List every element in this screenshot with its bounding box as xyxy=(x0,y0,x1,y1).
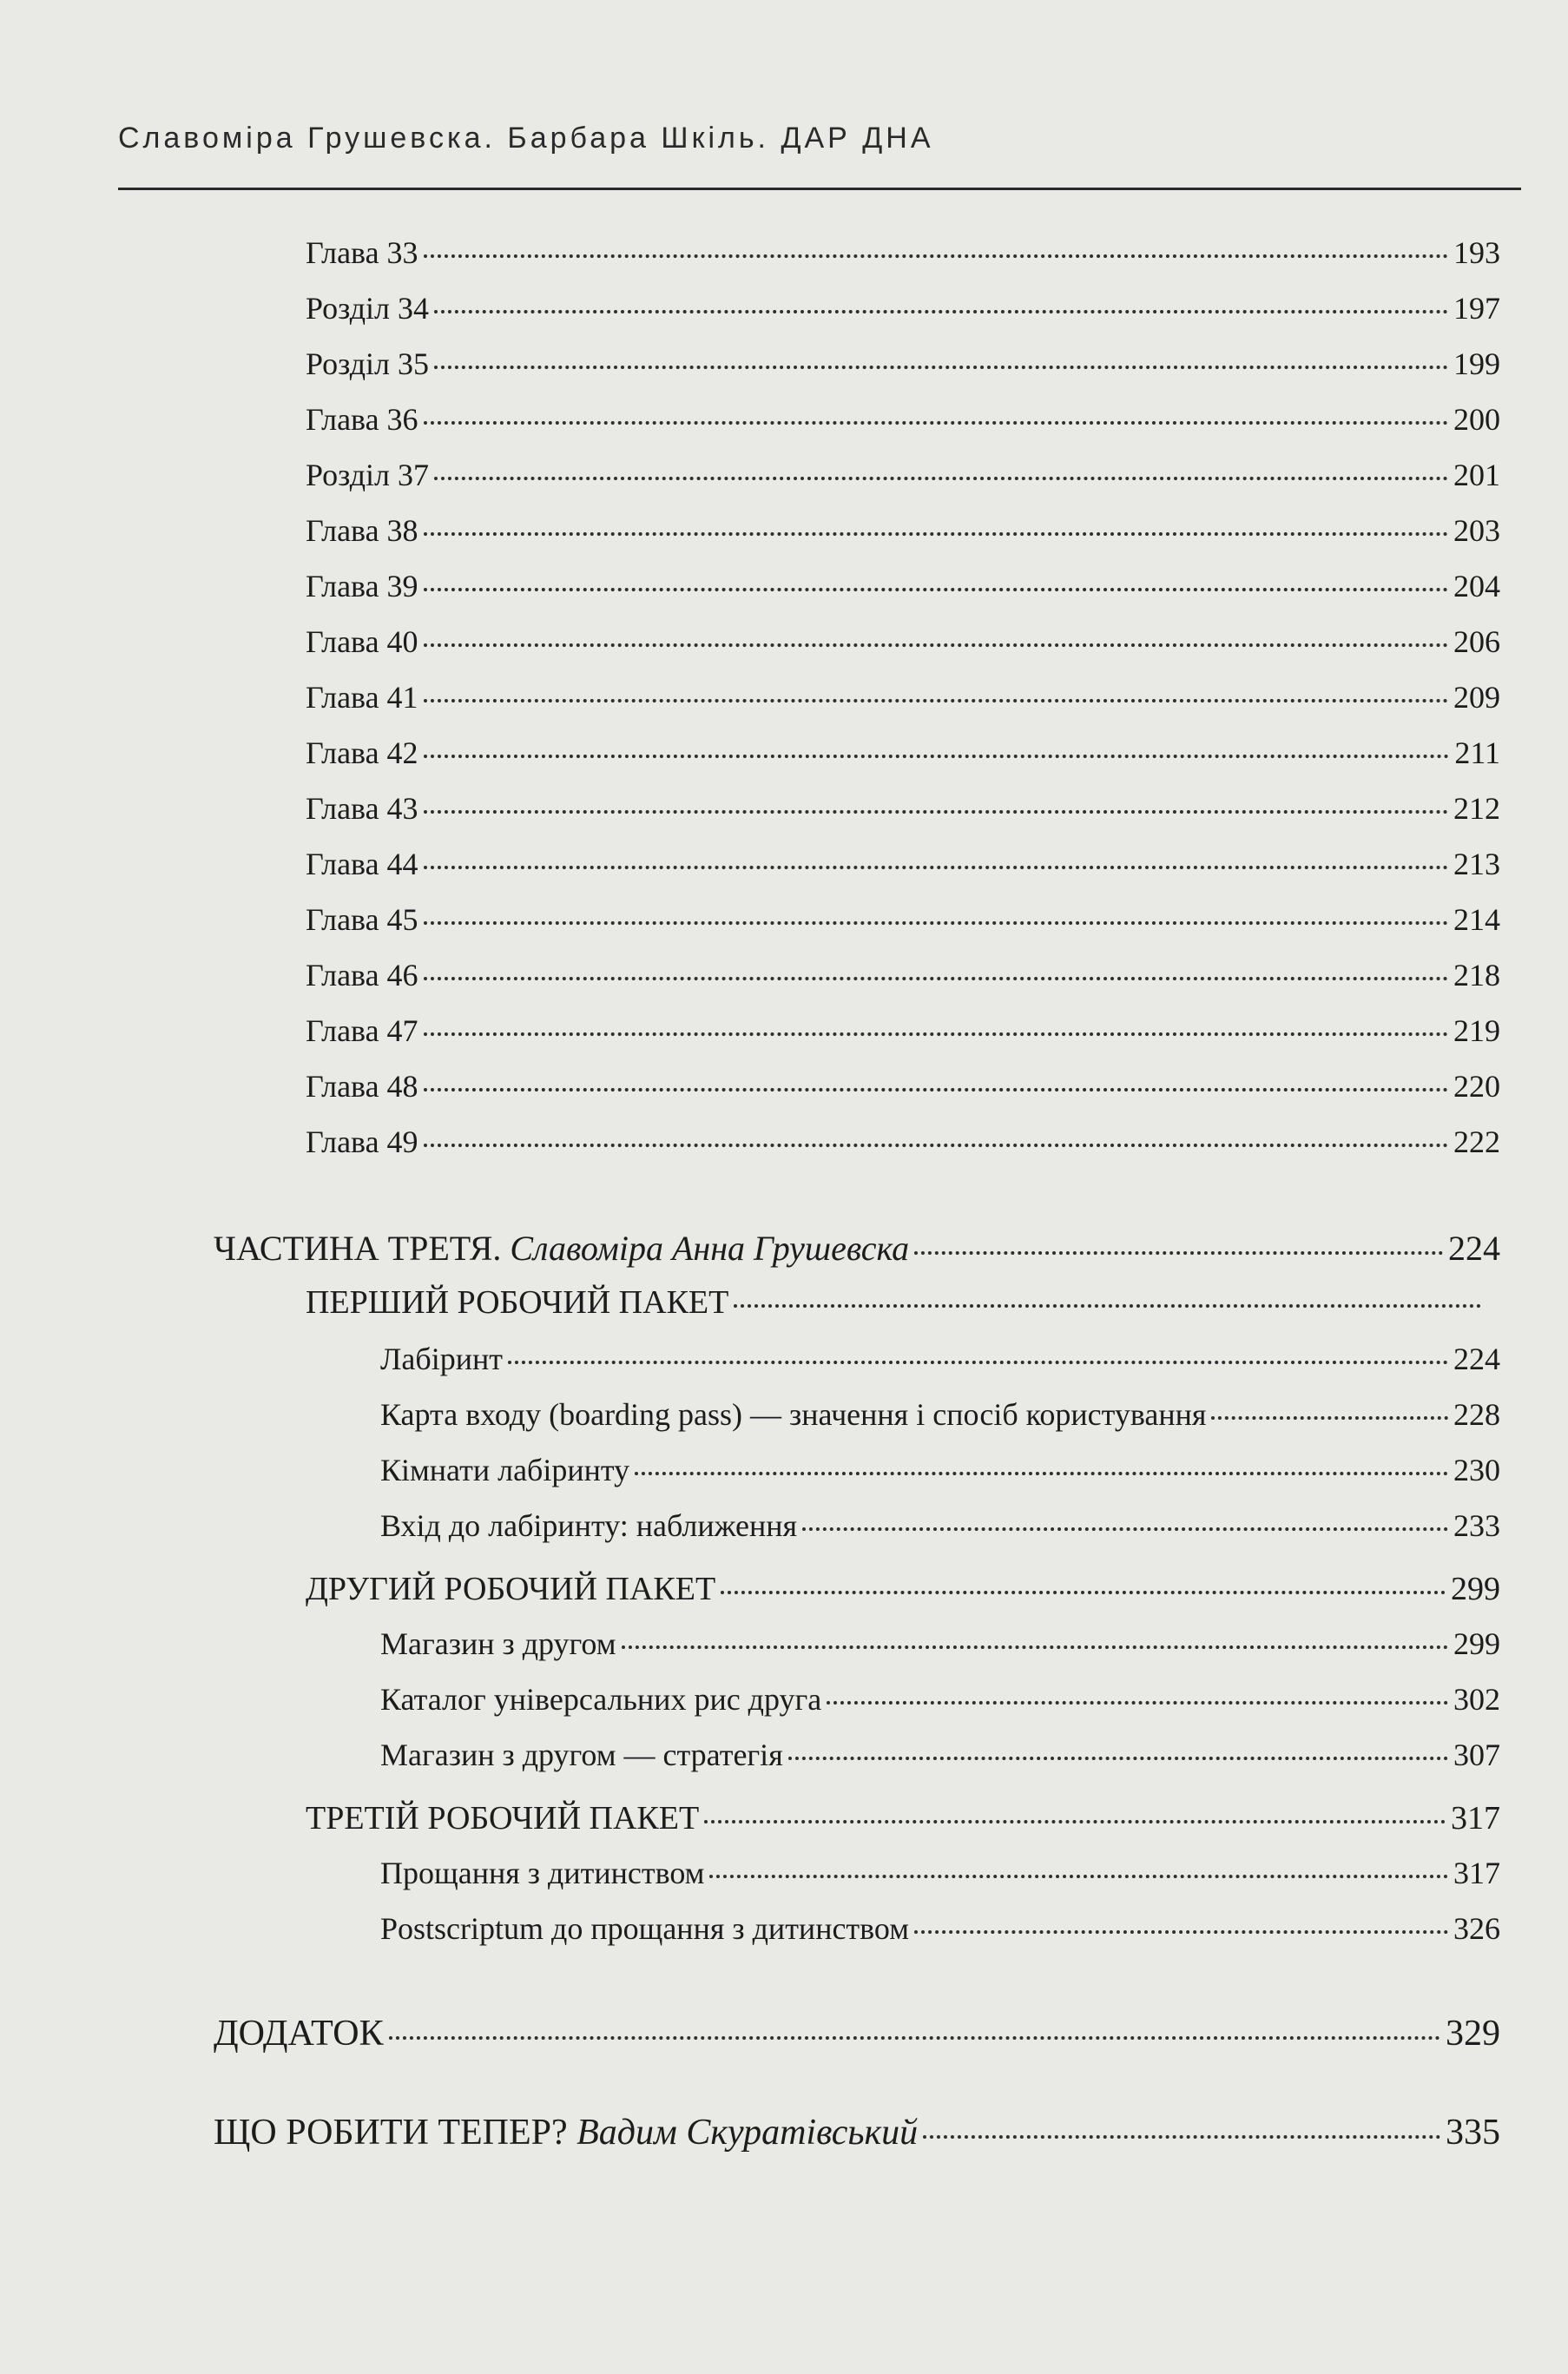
toc-entry-page: 197 xyxy=(1453,291,1500,326)
toc-entry-title: Глава 49 xyxy=(306,1124,418,1159)
toc-entry[interactable] xyxy=(306,234,1500,271)
dot-leader xyxy=(635,1471,1448,1475)
toc-entry-title: ДОДАТОК xyxy=(214,2014,384,2054)
dot-leader xyxy=(434,309,1448,313)
toc-entry-page: 206 xyxy=(1453,624,1500,659)
dot-leader xyxy=(734,1303,1481,1308)
toc-entry[interactable] xyxy=(306,735,1500,771)
toc-entry[interactable] xyxy=(306,512,1500,549)
dot-leader xyxy=(709,1874,1448,1878)
toc-entry-page: 218 xyxy=(1453,958,1500,992)
toc-pack-2[interactable] xyxy=(306,1570,1500,1608)
toc-entry-page: 307 xyxy=(1453,1738,1500,1772)
toc-sub-entry[interactable] xyxy=(380,1507,1500,1544)
dot-leader xyxy=(424,698,1448,702)
part-author: Славоміра Анна Грушевска xyxy=(510,1229,910,1268)
toc-entry-title: Глава 42 xyxy=(306,735,418,770)
dot-leader xyxy=(424,1087,1448,1091)
dot-leader xyxy=(424,587,1448,591)
toc-entry-page: 213 xyxy=(1453,847,1500,881)
dot-leader xyxy=(914,1929,1448,1934)
toc-sub-entry[interactable] xyxy=(380,1626,1500,1662)
toc-entry[interactable] xyxy=(306,1068,1500,1105)
dot-leader xyxy=(424,754,1450,758)
toc-part-title xyxy=(214,1228,909,1269)
toc-entry-page: 329 xyxy=(1446,2014,1500,2054)
toc-entry-title: Глава 41 xyxy=(306,680,418,715)
toc-pack-1[interactable] xyxy=(306,1283,1486,1322)
toc-entry-page: 219 xyxy=(1453,1013,1500,1048)
header-rule xyxy=(118,188,1521,190)
toc-entry-title: Вхід до лабіринту: наближення xyxy=(380,1508,798,1543)
toc-entry-page: 200 xyxy=(1453,402,1500,437)
toc-what-now[interactable] xyxy=(214,2112,1500,2153)
toc-entry[interactable] xyxy=(306,901,1500,938)
toc-entry[interactable] xyxy=(306,623,1500,660)
dot-leader xyxy=(424,1143,1448,1147)
toc-entry-title xyxy=(214,2112,918,2153)
what-now-label: ЩО РОБИТИ ТЕПЕР? xyxy=(214,2113,568,2153)
toc-entry-page: 228 xyxy=(1453,1397,1500,1432)
toc-entry-page: 199 xyxy=(1453,346,1500,381)
toc-entry[interactable] xyxy=(306,957,1500,993)
toc-entry[interactable] xyxy=(306,290,1500,326)
toc-entry[interactable] xyxy=(306,401,1500,438)
part-label: ЧАСТИНА ТРЕТЯ. xyxy=(214,1229,502,1268)
toc-appendix[interactable] xyxy=(214,2013,1500,2054)
toc-entry-title: Карта входу (boarding pass) — значення і спосіб користування xyxy=(380,1397,1207,1432)
dot-leader xyxy=(424,809,1448,814)
toc-entry-page: 224 xyxy=(1448,1229,1500,1268)
dot-leader xyxy=(508,1360,1448,1364)
toc-entry-title: Глава 39 xyxy=(306,569,418,603)
toc-entry-page: 224 xyxy=(1453,1342,1500,1376)
toc-entry-page: 222 xyxy=(1453,1124,1500,1159)
dot-leader xyxy=(923,2134,1440,2139)
dot-leader xyxy=(424,920,1448,925)
dot-leader xyxy=(424,976,1448,980)
toc-entry-title: Прощання з дитинством xyxy=(380,1856,705,1890)
toc-entry-title: Глава 40 xyxy=(306,624,418,659)
dot-leader xyxy=(424,1032,1448,1036)
toc-pack-title: ДРУГИЙ РОБОЧИЙ ПАКЕТ xyxy=(306,1571,716,1607)
toc-entry-page: 211 xyxy=(1454,735,1500,770)
toc-entry-page: 299 xyxy=(1453,1626,1500,1661)
what-now-author: Вадим Скуратівський xyxy=(576,2113,919,2153)
toc-entry-title: Глава 47 xyxy=(306,1013,418,1048)
dot-leader xyxy=(788,1756,1448,1760)
toc-entry[interactable] xyxy=(306,790,1500,827)
toc-entry-title: Глава 48 xyxy=(306,1069,418,1104)
dot-leader xyxy=(424,643,1448,647)
running-header: Славоміра Грушевска. Барбара Шкіль. ДАР ДНА xyxy=(118,122,934,155)
toc-entry-page: 317 xyxy=(1453,1856,1500,1890)
toc-entry-title: Розділ 37 xyxy=(306,458,429,492)
toc-part-three[interactable] xyxy=(214,1228,1500,1269)
toc-entry-page: 203 xyxy=(1453,513,1500,548)
toc-entry-title: Магазин з другом — стратегія xyxy=(380,1738,783,1772)
toc-entry-title: Глава 36 xyxy=(306,402,418,437)
toc-entry-title: Postscriptum до прощання з дитинством xyxy=(380,1911,910,1946)
toc-entry-page: 302 xyxy=(1453,1682,1500,1717)
toc-entry-title: Глава 43 xyxy=(306,791,418,826)
toc-entry-page: 326 xyxy=(1453,1911,1500,1946)
toc-sub-entry[interactable] xyxy=(380,1681,1500,1718)
toc-entry-title: Лабіринт xyxy=(380,1342,503,1376)
dot-leader xyxy=(914,1250,1443,1255)
toc-entry-title: Розділ 34 xyxy=(306,291,429,326)
toc-sub-entry[interactable] xyxy=(380,1737,1500,1773)
dot-leader xyxy=(434,476,1448,480)
toc-entry[interactable] xyxy=(306,568,1500,604)
toc-entry-page: 193 xyxy=(1453,235,1500,270)
toc-entry-title: Глава 33 xyxy=(306,235,418,270)
dot-leader xyxy=(389,2035,1440,2040)
toc-entry-title: Глава 45 xyxy=(306,902,418,937)
toc-sub-entry[interactable] xyxy=(380,1452,1500,1488)
dot-leader xyxy=(622,1645,1448,1649)
toc-entry[interactable] xyxy=(306,846,1500,882)
toc-entry[interactable] xyxy=(306,679,1500,715)
toc-entry-page: 230 xyxy=(1453,1453,1500,1487)
toc-entry-title: Магазин з другом xyxy=(380,1626,616,1661)
dot-leader xyxy=(424,865,1448,869)
toc-entry-page: 214 xyxy=(1453,902,1500,937)
toc-entry-page: 335 xyxy=(1446,2113,1500,2153)
toc-entry-page: 299 xyxy=(1451,1571,1500,1607)
toc-entry[interactable] xyxy=(306,346,1500,382)
toc-entry[interactable] xyxy=(306,457,1500,493)
dot-leader xyxy=(434,365,1448,369)
toc-entry-title: Глава 38 xyxy=(306,513,418,548)
toc-pack-3[interactable] xyxy=(306,1799,1500,1837)
toc-entry-page: 209 xyxy=(1453,680,1500,715)
dot-leader xyxy=(802,1527,1448,1531)
toc-entry-title: Глава 46 xyxy=(306,958,418,992)
toc-entry-page: 212 xyxy=(1453,791,1500,826)
toc-entry-title: Кімнати лабіринту xyxy=(380,1453,630,1487)
toc-sub-entry[interactable] xyxy=(380,1341,1500,1377)
toc-entry-page: 220 xyxy=(1453,1069,1500,1104)
dot-leader xyxy=(704,1819,1446,1823)
dot-leader xyxy=(1211,1415,1448,1420)
toc-entry-title: Глава 44 xyxy=(306,847,418,881)
toc-entry[interactable] xyxy=(306,1012,1500,1049)
dot-leader xyxy=(827,1700,1448,1705)
toc-sub-entry[interactable] xyxy=(380,1855,1500,1891)
toc-entry-page: 201 xyxy=(1453,458,1500,492)
toc-entry-page: 317 xyxy=(1451,1800,1500,1837)
dot-leader xyxy=(424,531,1448,536)
dot-leader xyxy=(721,1590,1446,1594)
dot-leader xyxy=(424,254,1448,258)
toc-entry-title: Каталог універсальних рис друга xyxy=(380,1682,822,1717)
toc-pack-title: ПЕРШИЙ РОБОЧИЙ ПАКЕТ xyxy=(306,1284,729,1321)
toc-sub-entry[interactable] xyxy=(380,1396,1500,1433)
toc-entry-title: Розділ 35 xyxy=(306,346,429,381)
toc-pack-title: ТРЕТІЙ РОБОЧИЙ ПАКЕТ xyxy=(306,1800,700,1837)
toc-entry-page: 204 xyxy=(1453,569,1500,603)
toc-entry[interactable] xyxy=(306,1124,1500,1160)
toc-entry-page: 233 xyxy=(1453,1508,1500,1543)
dot-leader xyxy=(424,420,1448,425)
toc-sub-entry[interactable] xyxy=(380,1910,1500,1947)
